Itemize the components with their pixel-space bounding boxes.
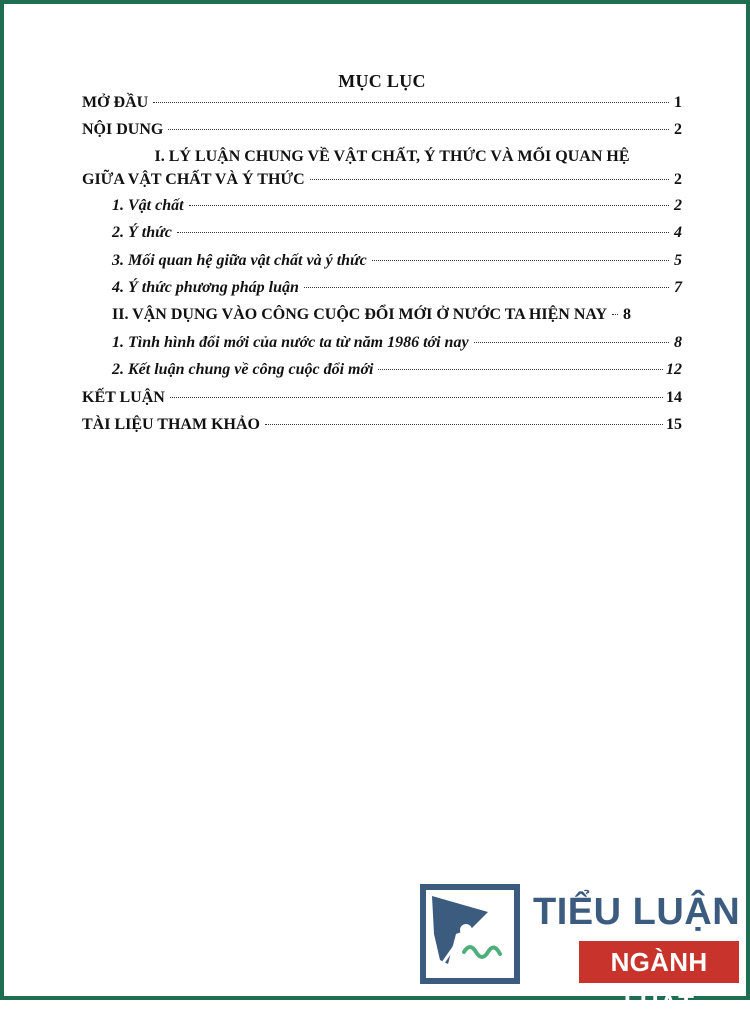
toc-entry-phuong-phap-luan[interactable]: 4. Ý thức phương pháp luận 7 (82, 277, 682, 304)
toc-entry-mo-dau[interactable]: MỞ ĐẦU 1 (82, 92, 682, 119)
dot-leader (170, 383, 663, 398)
toc-entry-tai-lieu[interactable]: TÀI LIỆU THAM KHẢO 15 (82, 414, 682, 441)
toc-entry-vat-chat[interactable]: 1. Vật chất 2 (82, 195, 682, 222)
toc-entry-moi-quan-he[interactable]: 3. Mối quan hệ giữa vật chất và ý thức 5 (82, 250, 682, 277)
toc-page (82, 70, 682, 441)
dot-leader (168, 115, 669, 130)
toc-entry-van-dung[interactable]: II. VẬN DỤNG VÀO CÔNG CUỘC ĐỔI MỚI Ở NƯỚC TA HIỆN NAY 8 (82, 304, 682, 331)
toc-entry-y-thuc[interactable]: 2. Ý thức 4 (82, 222, 682, 249)
toc-entry-ket-luan-chung[interactable]: 2. Kết luận chung về công cuộc đổi mới 12 (82, 359, 682, 386)
dot-leader (378, 355, 663, 370)
toc-entry-line1: I. LÝ LUẬN CHUNG VỀ VẬT CHẤT, Ý THỨC VÀ MỐI QUAN HỆ (154, 147, 630, 165)
logo-text-line1: TIỂU LUẬN (533, 891, 741, 933)
dot-leader (612, 300, 618, 315)
toc-entry-noi-dung[interactable]: NỘI DUNG 2 (82, 119, 682, 146)
dot-leader (474, 328, 669, 343)
dot-leader (310, 165, 669, 180)
logo-text-line2: NGÀNH LUẬT (579, 941, 739, 983)
toc-entry-ket-luan[interactable]: KẾT LUẬN 14 (82, 387, 682, 414)
dot-leader (304, 273, 669, 288)
toc-title: MỤC LỤC (338, 71, 426, 91)
toc-entry-tinh-hinh-doi-moi[interactable]: 1. Tình hình đổi mới của nước ta từ năm 1986 tới nay 8 (82, 332, 682, 359)
dot-leader (153, 88, 669, 103)
dot-leader (372, 246, 669, 261)
dot-leader (189, 191, 669, 206)
pen-nib-icon (420, 884, 520, 984)
dot-leader (265, 410, 663, 425)
dot-leader (177, 218, 669, 233)
brand-logo (416, 880, 742, 1019)
toc-entry-ly-luan-chung[interactable] (82, 147, 682, 195)
toc-entry-line2: GIỮA VẬT CHẤT VÀ Ý THỨC 2 (82, 169, 682, 195)
